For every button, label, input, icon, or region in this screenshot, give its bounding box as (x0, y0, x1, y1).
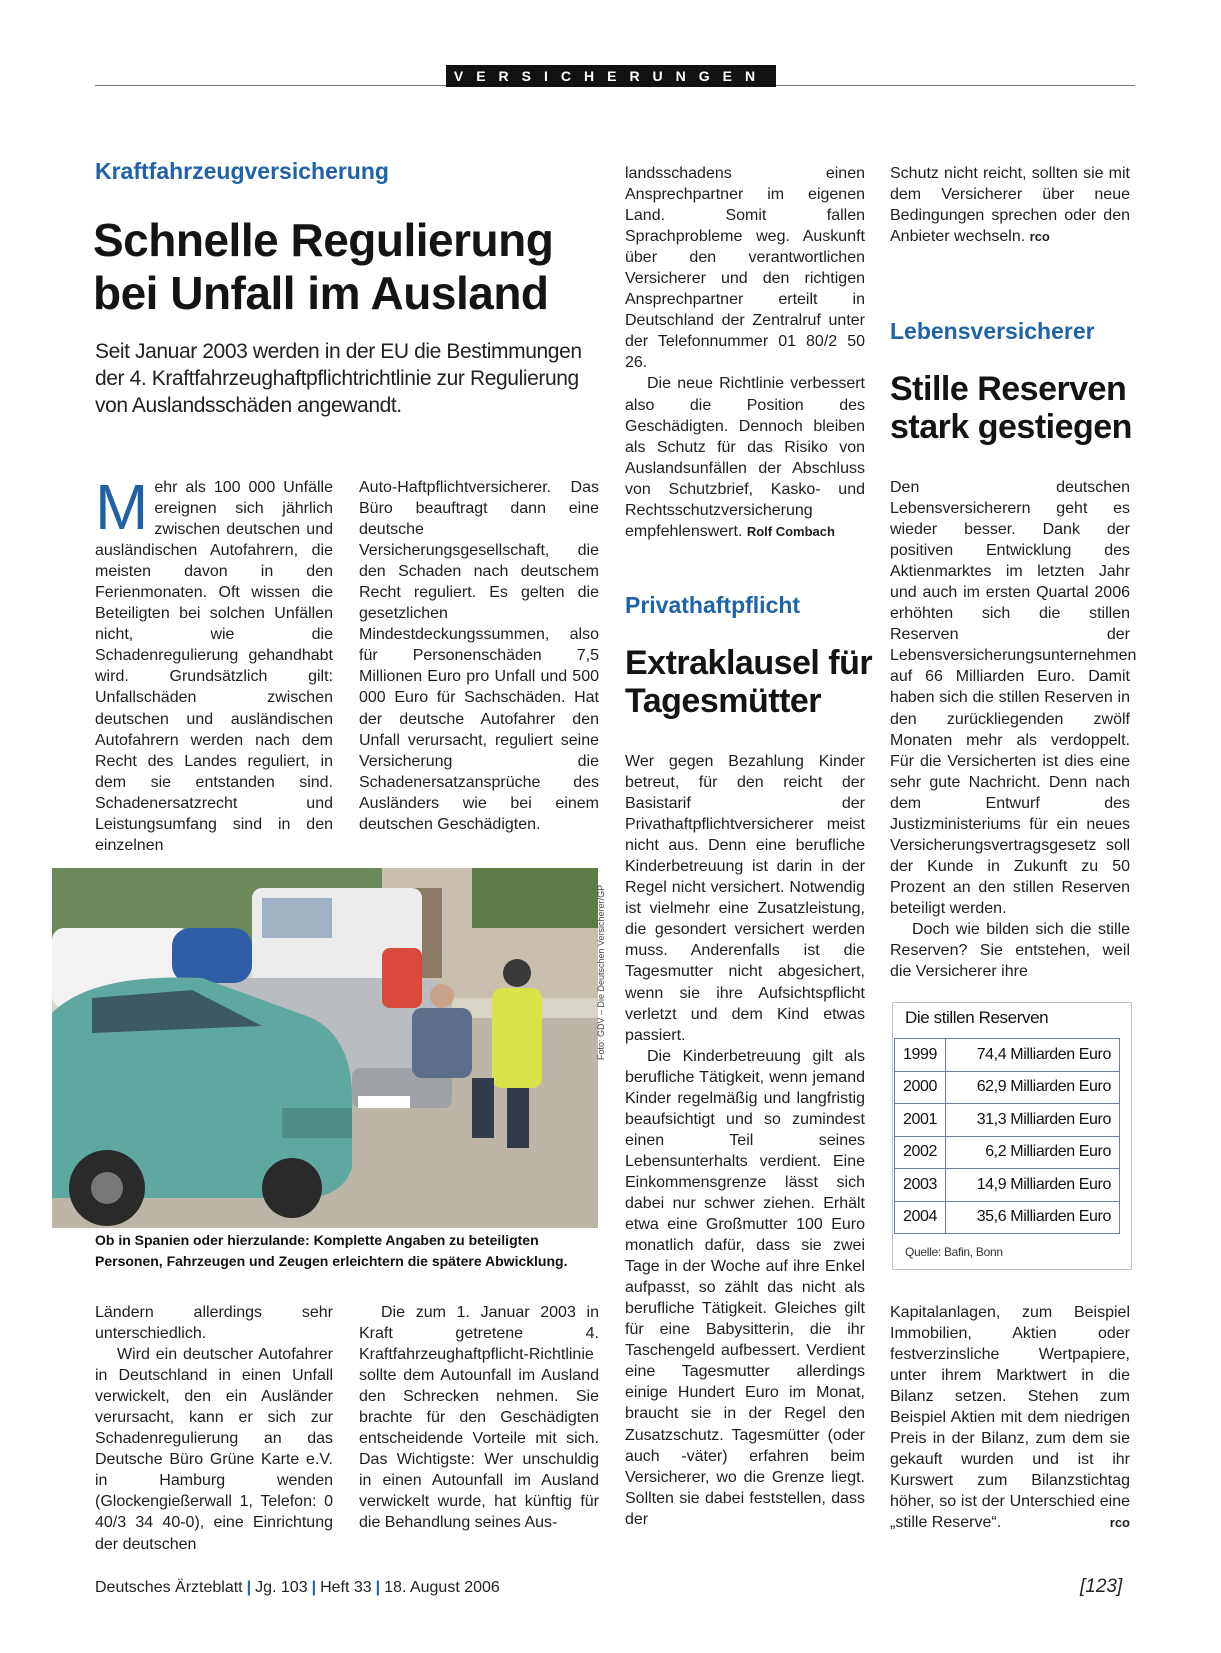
section-label: VERSICHERUNGEN (446, 65, 776, 87)
article1-lower-col2 (359, 1302, 599, 1534)
body-text: Doch wie bilden sich die stille Reserven? Sie entstehen, weil die Versicherer ihre (890, 920, 1130, 981)
article1-col3 (625, 163, 865, 542)
article1-col2 (359, 477, 599, 835)
article1-lower-col1 (95, 1302, 333, 1555)
reserves-title: Die stillen Reserven (905, 1008, 1049, 1027)
author: rco (1109, 1515, 1130, 1531)
headline-line: stark gestiegen (890, 408, 1132, 446)
table-row (895, 1201, 1120, 1234)
value-cell: 14,9 Milliarden Euro (946, 1169, 1120, 1202)
accident-photo (52, 868, 598, 1228)
year-cell: 2001 (895, 1104, 946, 1137)
body-text: ehr als 100 000 Unfälle ereignen sich jährlich zwischen deutschen und ausländischen Autofahrern, die meisten davon in den Ferienmonaten. Oft wissen die Beteiligten bei solchen Unfällen nicht, wie die Schadenregulierung gehandhabt wird. Grundsätzlich gilt: Unfallschäden zwischen deutschen und ausländischen Autofahrern werden nach dem Recht des Landes reguliert, in dem sie entstanden sind. Schadenersatzrecht und Leistungsumfang sind in den einzelnen (95, 479, 333, 854)
article1-lead: Seit Januar 2003 werden in der EU die Bestimmungen der 4. Kraftfahrzeughaftpflichtrichtlinie zur Regulierung von Auslandsschäden angewandt. (95, 340, 582, 417)
table-row (895, 1071, 1120, 1104)
reserves-table (894, 1038, 1120, 1234)
value-cell: 6,2 Milliarden Euro (946, 1136, 1120, 1169)
article1-headline (93, 214, 553, 320)
year-cell: 1999 (895, 1039, 946, 1072)
value-cell: 35,6 Milliarden Euro (946, 1201, 1120, 1234)
footer-separator: | (311, 1579, 317, 1596)
body-text: Die neue Richtlinie verbessert also die Position des Geschädigten. Dennoch bleiben als Schutz für das Risiko von Auslandsunfällen der Abschluss von Schutzbrief, Kasko- und Rechtsschutzversicherung empfehlenswert. (625, 375, 865, 540)
article2-headline (625, 644, 872, 720)
year-cell: 2003 (895, 1169, 946, 1202)
article1-col1 (95, 471, 333, 856)
body-text: Den deutschen Lebensversicherern geht es wieder besser. Dank der positiven Entwicklung des Aktienmarktes im letzten Jahr und auch im ersten Quartal 2006 erhöhten sich die stillen Reserven der Lebensversicherungsunternehmen auf 66 Milliarden Euro. Damit haben sich die stillen Reserven in den zurückliegenden zwölf Monaten mehr als verdoppelt. Für die Versicherten ist dies eine sehr gute Nachricht. Denn nach dem Entwurf des Justizministeriums für ein neues Versicherungsvertragsgesetz soll der Kunde in Zukunft zu 50 Prozent an den stillen Reserven beteiligt werden. (890, 479, 1137, 917)
article2-kicker: Privathaftpflicht (625, 592, 801, 618)
article3-body (890, 477, 1137, 982)
value-cell: 74,4 Milliarden Euro (946, 1039, 1120, 1072)
headline-line: Tagesmütter (625, 682, 822, 720)
value-cell: 31,3 Milliarden Euro (946, 1104, 1120, 1137)
body-text: landsschadens einen Ansprechpartner im eigenen Land. Somit fallen Sprachprobleme weg. Auskunft über den verantwortlichen Versicherer und den richtigen Ansprechpartner erteilt in Deutschland der Zentralruf unter der Telefonnummer 01 80/2 50 26. (625, 165, 865, 372)
headline-line: Schnelle Regulierung (93, 214, 554, 266)
article2-body (625, 751, 865, 1530)
year-cell: 2004 (895, 1201, 946, 1234)
table-row (895, 1104, 1120, 1137)
body-text: Wird ein deutscher Autofahrer in Deutschland in einen Unfall verwickelt, den ein Ausländer verursacht, kann er sich zur Schadenregulierung an das Deutsche Büro Grüne Karte e.V. in Hamburg wenden (Glockengießerwall 1, Telefon: 0 40/3 34 40-0), eine Einrichtung der deutschen (95, 1346, 333, 1553)
body-text: Schutz nicht reicht, sollten sie mit dem Versicherer über neue Bedingungen sprechen oder den Anbieter wechseln. (890, 165, 1130, 246)
headline-line: Extraklausel für (625, 644, 873, 682)
article1-kicker: Kraftfahrzeugversicherung (95, 158, 389, 184)
value-cell: 62,9 Milliarden Euro (946, 1071, 1120, 1104)
body-text: Auto-Haftpflichtversicherer. Das Büro beauftragt dann eine deutsche Versicherungsgesellschaft, die den Schaden nach deutschem Recht reguliert. Es gelten die gesetzlichen Mindestdeckungssummen, also für Personenschäden 7,5 Millionen Euro pro Unfall und 500 000 Euro für Sachschäden. Hat der deutsche Autofahrer den Unfall verursacht, reguliert seine Versicherung die Schadenersatzansprüche des Ausländers wie bei einem deutschen Geschädigten. (359, 479, 599, 833)
body-text: Ländern allerdings sehr unterschiedlich. (95, 1304, 333, 1343)
issue: Heft 33 (320, 1579, 372, 1596)
article3-lower (890, 1302, 1130, 1534)
author: Rolf Combach (746, 523, 835, 539)
photo-caption: Ob in Spanien oder hierzulande: Komplette Angaben zu beteiligten Personen, Fahrzeugen und Zeugen erleichtern die spätere Abwicklung. (95, 1232, 568, 1269)
table-row (895, 1136, 1120, 1169)
volume: Jg. 103 (255, 1579, 308, 1596)
body-text: Kapitalanlagen, zum Beispiel Immobilien, Aktien oder festverzinsliche Wertpapiere, unter ihrem Marktwert in die Bilanz setzen. Stehen zum Beispiel Aktien mit dem niedrigen Preis in der Bilanz, zum dem sie gekauft wurden und ist ihr Kurswert zum Bilanzstichtag höher, so ist der Unterschied eine „stille Reserve“. (890, 1304, 1130, 1532)
headline-line: Stille Reserven (890, 370, 1127, 408)
body-text: Wer gegen Bezahlung Kinder betreut, für den reicht der Basistarif der Privathaftpflichtversicherer meist nicht aus. Denn eine berufliche Kinderbetreuung ist darin in der Regel nicht versichert. Notwendig ist vielmehr eine Zusatzleistung, die gesondert versichert werden muss. Anderenfalls ist die Tagesmutter nicht abgesichert, wenn sie ihre Aufsichtspflicht verletzt und dem Kind etwas passiert. (625, 753, 865, 1044)
footer-separator: | (375, 1579, 381, 1596)
table-row (895, 1169, 1120, 1202)
year-cell: 2002 (895, 1136, 946, 1169)
author: rco (1029, 229, 1050, 245)
photo-credit: Foto: GDV – Die Deutschen Versicherer/GP (596, 884, 606, 1060)
year-cell: 2000 (895, 1071, 946, 1104)
article3-headline (890, 370, 1132, 446)
article3-kicker: Lebensversicherer (890, 318, 1095, 344)
dropcap: M (95, 471, 149, 543)
body-text: Die Kinderbetreuung gilt als berufliche Tätigkeit, wenn jemand Kinder regelmäßig und langfristig beaufsichtigt und so zumindest einen Teil seines Lebensunterhalts verdient. Eine Einkommensgrenze lässt sich dabei nur schwer ziehen. Erhält etwa eine Großmutter 100 Euro monatlich dafür, dass sie zwei Tage in der Woche auf ihre Enkel aufpasst, so zählt das nicht als berufliche Tätigkeit. Gleiches gilt für eine Babysitterin, die ihr Taschengeld aufbessert. Verdient eine Tagesmutter allerdings einige Hundert Euro im Monat, braucht sie in der Regel den Zusatzschutz. Tagesmütter (oder auch -väter) erfahren beim Versicherer, wo die Grenze liegt. Sollten sie dabei feststellen, dass der (625, 1047, 865, 1528)
footer (95, 1579, 500, 1597)
issue-date: 18. August 2006 (384, 1579, 500, 1596)
page-number: [123] (1080, 1576, 1123, 1597)
footer-separator: | (246, 1579, 252, 1596)
journal-name: Deutsches Ärzteblatt (95, 1579, 243, 1596)
article2-continuation (890, 163, 1130, 247)
table-source: Quelle: Bafin, Bonn (905, 1245, 1003, 1259)
table-row (895, 1039, 1120, 1072)
headline-line: bei Unfall im Ausland (93, 267, 549, 319)
body-text: Die zum 1. Januar 2003 in Kraft getretene 4. Kraftfahrzeughaftpflicht-Richtlinie sollte dem Autounfall im Ausland den Schrecken nehmen. Sie brachte für den Geschädigten entscheidende Vorteile mit sich. Das Wichtigste: Wer unschuldig in einen Autounfall im Ausland verwickelt wurde, hat künftig für die Behandlung seines Aus- (359, 1304, 599, 1532)
